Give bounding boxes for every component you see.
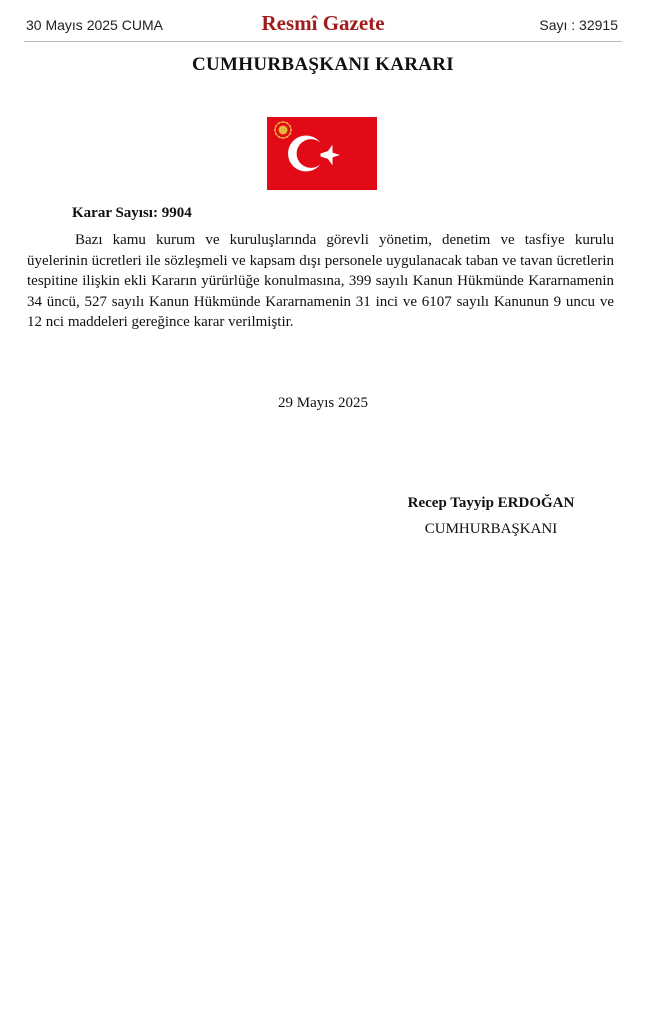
issue-date: 30 Mayıs 2025 CUMA [26,17,163,33]
gazette-title: Resmî Gazete [261,11,385,35]
gazette-header [24,10,622,42]
decision-date: 29 Mayıs 2025 [278,395,368,411]
document-title: CUMHURBAŞKANI KARARI [192,54,454,75]
decision-number: Karar Sayısı: 9904 [72,205,192,221]
signer-title: CUMHURBAŞKANI [424,521,558,537]
signer-name: Recep Tayyip ERDOĞAN [407,495,575,511]
issue-number: Sayı : 32915 [539,17,618,33]
turkish-presidential-flag-icon [267,117,377,190]
decision-body-text: Bazı kamu kurum ve kuruluşlarında görevli yönetim, denetim ve tasfiye kurulu üyelerinin ücretleri ile sözleşmeli ve kapsam dışı personele uygulanacak taban ve tavan ücretlerin tespitine ilişkin ekli Kararın yürürlüğe konulmasına, 399 sayılı Kanun Hükmünde Kararnamenin 34 üncü, 527 sayılı Kanun Hükmünde Kararnamenin 31 inci ve 6107 sayılı Kanunun 9 uncu ve 12 nci maddeleri gereğince karar verilmiştir. [27,232,614,330]
